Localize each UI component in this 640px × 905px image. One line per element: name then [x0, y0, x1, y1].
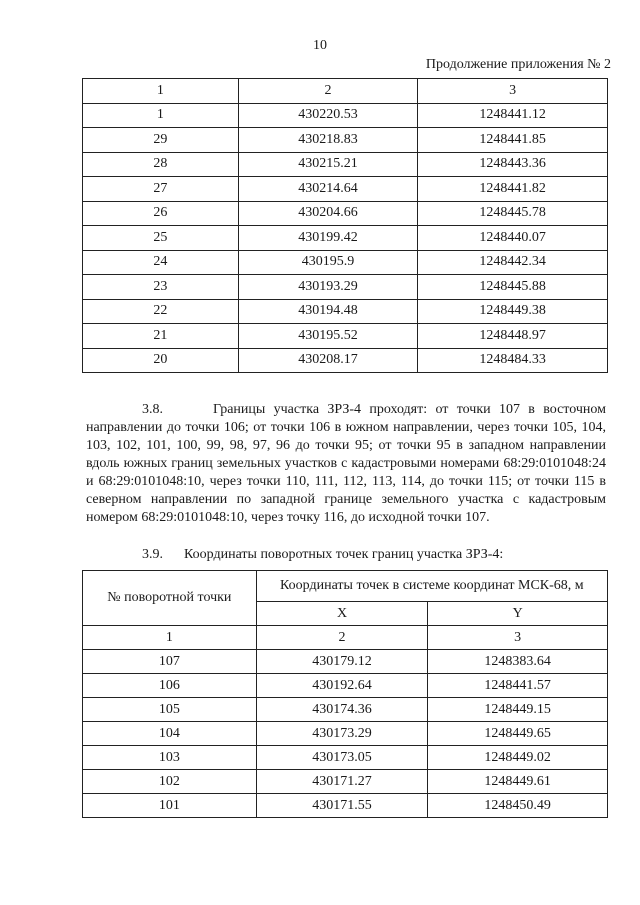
table-row — [83, 698, 608, 722]
table-row — [83, 177, 608, 202]
section-3-9 — [86, 546, 606, 564]
point-number-cell: 104 — [83, 722, 257, 746]
x-coordinate-cell: 430199.42 — [238, 226, 418, 251]
table-row — [83, 348, 608, 373]
point-number-cell: 29 — [83, 128, 239, 153]
x-coordinate-cell: 2 — [238, 79, 418, 104]
table-header-row — [83, 571, 608, 602]
zrz4-coordinates-body — [83, 650, 608, 818]
x-coordinate-cell: 430179.12 — [256, 650, 428, 674]
point-number-cell: 24 — [83, 250, 239, 275]
y-coordinate-cell: 1248445.78 — [418, 201, 608, 226]
y-coordinate-cell: 1248440.07 — [418, 226, 608, 251]
column-number: 3 — [428, 626, 608, 650]
y-coordinate-cell: 1248441.82 — [418, 177, 608, 202]
coordinates-system-header: Координаты точек в системе координат МСК-68, м — [256, 571, 607, 602]
table-row — [83, 770, 608, 794]
x-coordinate-cell: 430195.9 — [238, 250, 418, 275]
y-coordinate-cell: 1248449.38 — [418, 299, 608, 324]
zrz4-coordinates-table — [82, 570, 608, 818]
y-coordinate-cell: 1248448.97 — [418, 324, 608, 349]
y-coordinate-cell: 1248441.57 — [428, 674, 608, 698]
point-number-cell: 1 — [83, 79, 239, 104]
x-coordinate-cell: 430194.48 — [238, 299, 418, 324]
y-coordinate-cell: 1248443.36 — [418, 152, 608, 177]
y-coordinate-cell: 1248441.85 — [418, 128, 608, 153]
x-coordinate-cell: 430173.05 — [256, 746, 428, 770]
point-number-cell: 1 — [83, 103, 239, 128]
x-header: X — [256, 602, 428, 626]
x-coordinate-cell: 430220.53 — [238, 103, 418, 128]
column-number: 1 — [83, 626, 257, 650]
y-coordinate-cell: 1248442.34 — [418, 250, 608, 275]
table-row — [83, 250, 608, 275]
table-row — [83, 324, 608, 349]
point-number-header: № поворотной точки — [83, 571, 257, 626]
y-coordinate-cell: 1248449.65 — [428, 722, 608, 746]
point-number-cell: 102 — [83, 770, 257, 794]
coordinates-table-continued — [82, 78, 608, 373]
y-coordinate-cell: 1248383.64 — [428, 650, 608, 674]
point-number-cell: 22 — [83, 299, 239, 324]
point-number-cell: 26 — [83, 201, 239, 226]
point-number-cell: 106 — [83, 674, 257, 698]
y-coordinate-cell: 1248441.12 — [418, 103, 608, 128]
y-coordinate-cell: 1248449.61 — [428, 770, 608, 794]
point-number-cell: 25 — [83, 226, 239, 251]
table-row — [83, 103, 608, 128]
table-row — [83, 299, 608, 324]
table-row — [83, 152, 608, 177]
x-coordinate-cell: 430173.29 — [256, 722, 428, 746]
table-row — [83, 128, 608, 153]
coordinates-table-body — [83, 79, 608, 373]
point-number-cell: 103 — [83, 746, 257, 770]
section-3-8 — [86, 401, 606, 527]
section-3-9-number: 3.9. — [142, 547, 163, 562]
table-row — [83, 275, 608, 300]
y-header: Y — [428, 602, 608, 626]
y-coordinate-cell: 1248449.15 — [428, 698, 608, 722]
point-number-cell: 107 — [83, 650, 257, 674]
table-row — [83, 226, 608, 251]
section-3-8-number: 3.8. — [142, 402, 163, 417]
point-number-cell: 101 — [83, 794, 257, 818]
x-coordinate-cell: 430208.17 — [238, 348, 418, 373]
table-row — [83, 722, 608, 746]
x-coordinate-cell: 430193.29 — [238, 275, 418, 300]
x-coordinate-cell: 430171.55 — [256, 794, 428, 818]
point-number-cell: 21 — [83, 324, 239, 349]
section-3-8-text: Границы участка ЗРЗ-4 проходят: от точки 107 в восточном направлении до точки 106; от точки 106 в южном направлении, через точки 105, 104, 103, 102, 101, 100, 99, 98, 97, 96 до точки 95; от точки 95 в западном направлении вдоль южных границ земельных участков с кадастровыми номерами 68:29:0101048:24 и 68:29:0101048:10, через точки 110, 111, 112, 113, 114, до точки 115; от точки 115 в северном направлении по западной границе земельного участка с кадастровым номером 68:29:0101048:10, через точку 116, до исходной точки 107. — [86, 402, 606, 525]
page-number: 10 — [313, 38, 327, 53]
column-number-row — [83, 79, 608, 104]
x-coordinate-cell: 430204.66 — [238, 201, 418, 226]
point-number-cell: 23 — [83, 275, 239, 300]
x-coordinate-cell: 430195.52 — [238, 324, 418, 349]
table-row — [83, 794, 608, 818]
y-coordinate-cell: 1248450.49 — [428, 794, 608, 818]
table-row — [83, 674, 608, 698]
x-coordinate-cell: 430192.64 — [256, 674, 428, 698]
table-row — [83, 650, 608, 674]
x-coordinate-cell: 430215.21 — [238, 152, 418, 177]
appendix-label: Продолжение приложения № 2 — [425, 57, 611, 72]
section-3-9-text: Координаты поворотных точек границ участка ЗРЗ-4: — [184, 547, 504, 562]
y-coordinate-cell: 1248449.02 — [428, 746, 608, 770]
y-coordinate-cell: 3 — [418, 79, 608, 104]
point-number-cell: 27 — [83, 177, 239, 202]
x-coordinate-cell: 430171.27 — [256, 770, 428, 794]
column-number-row — [83, 626, 608, 650]
column-number: 2 — [256, 626, 428, 650]
x-coordinate-cell: 430214.64 — [238, 177, 418, 202]
point-number-cell: 28 — [83, 152, 239, 177]
point-number-cell: 105 — [83, 698, 257, 722]
y-coordinate-cell: 1248484.33 — [418, 348, 608, 373]
x-coordinate-cell: 430174.36 — [256, 698, 428, 722]
x-coordinate-cell: 430218.83 — [238, 128, 418, 153]
y-coordinate-cell: 1248445.88 — [418, 275, 608, 300]
table-row — [83, 201, 608, 226]
point-number-cell: 20 — [83, 348, 239, 373]
table-row — [83, 746, 608, 770]
